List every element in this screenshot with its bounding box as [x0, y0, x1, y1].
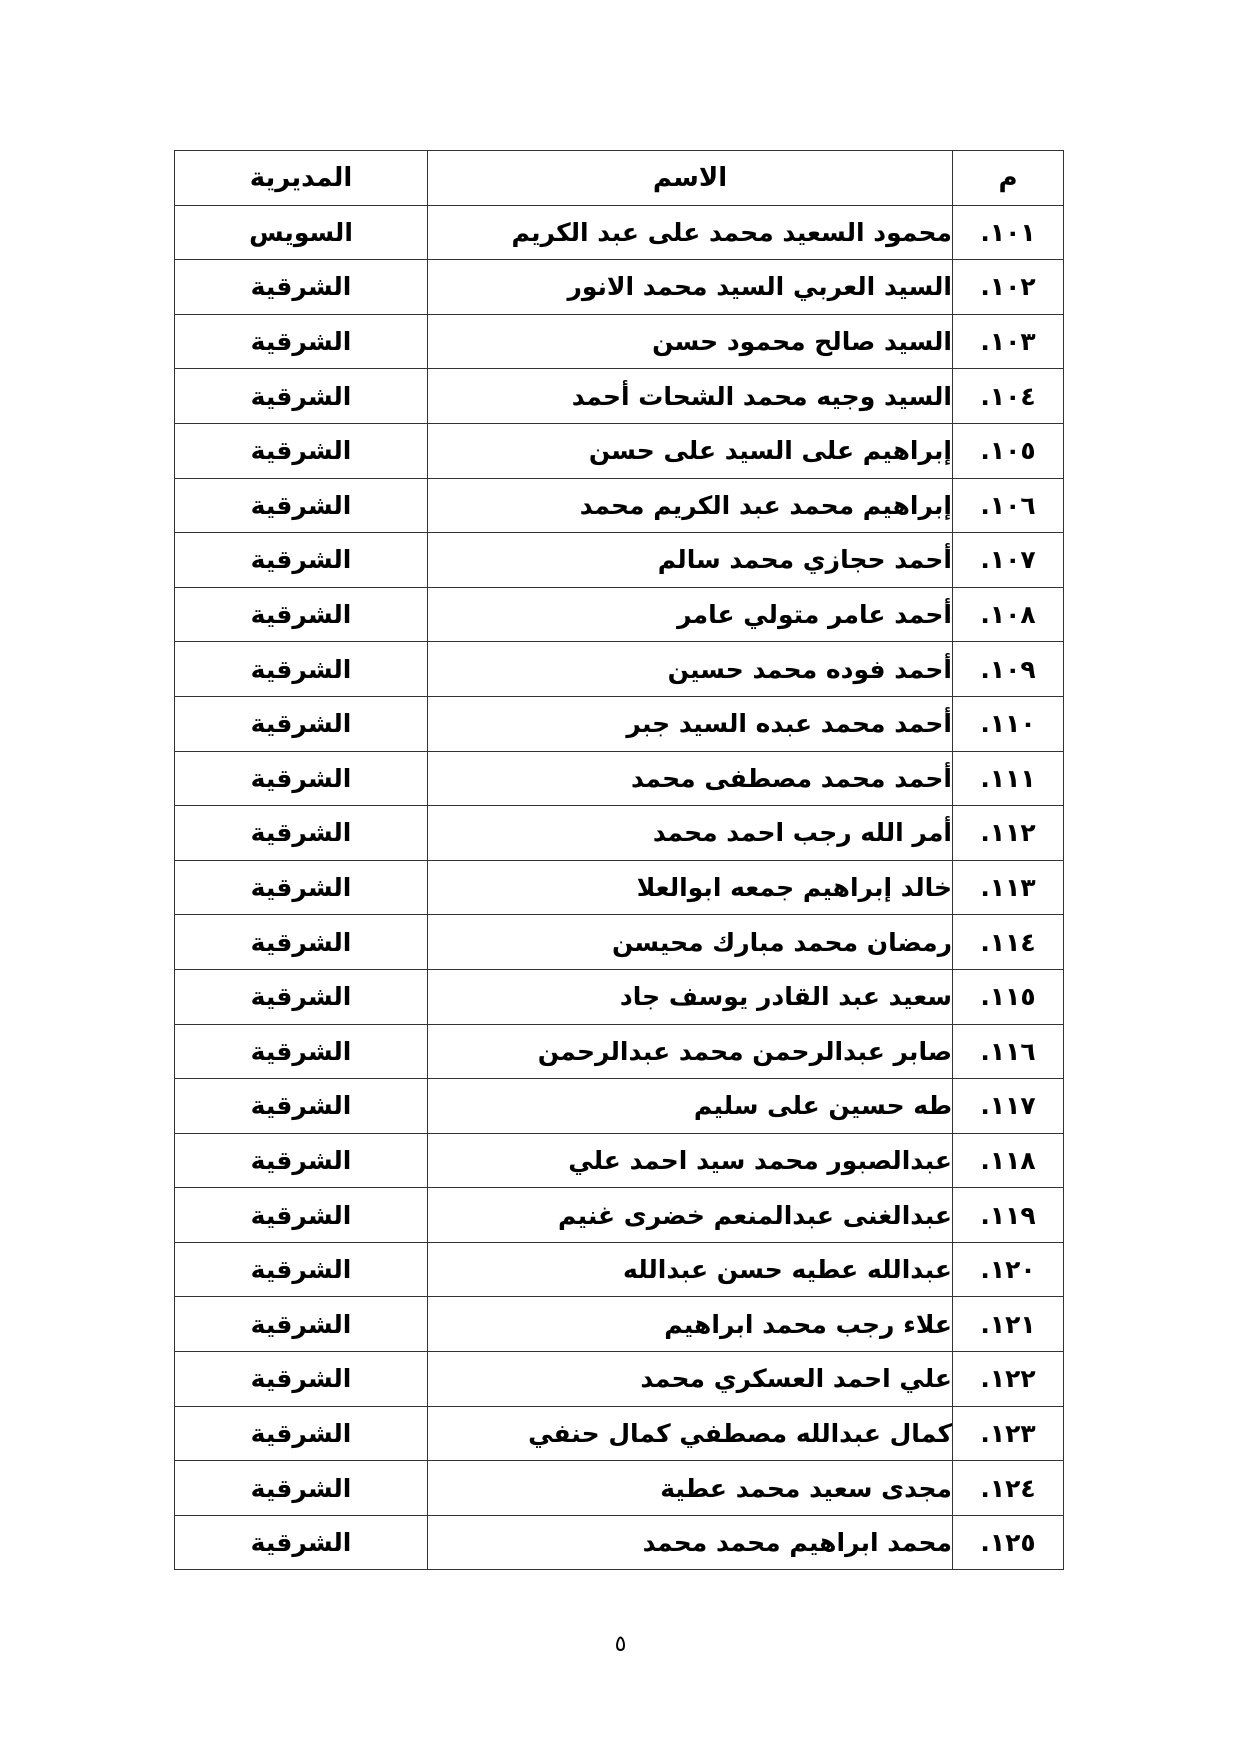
row-number: ١١٢.: [953, 806, 1064, 861]
table-row: [175, 1515, 1064, 1570]
table-row: [175, 1242, 1064, 1297]
row-number: ١٠٩.: [953, 642, 1064, 697]
row-directorate: الشرقية: [175, 478, 428, 533]
table-row: [175, 1297, 1064, 1352]
row-number: ١١٠.: [953, 696, 1064, 751]
row-name: إبراهيم محمد عبد الكريم محمد: [428, 478, 953, 533]
header-directorate: المديرية: [175, 151, 428, 206]
row-name: السيد وجيه محمد الشحات أحمد: [428, 369, 953, 424]
row-number: ١٠٦.: [953, 478, 1064, 533]
row-directorate: الشرقية: [175, 860, 428, 915]
row-number: ١٢٤.: [953, 1461, 1064, 1516]
row-name: أمر الله رجب احمد محمد: [428, 806, 953, 861]
table-row: [175, 751, 1064, 806]
table-row: [175, 369, 1064, 424]
row-name: مجدى سعيد محمد عطية: [428, 1461, 953, 1516]
row-directorate: الشرقية: [175, 533, 428, 588]
row-number: ١١٦.: [953, 1024, 1064, 1079]
table-row: [175, 642, 1064, 697]
row-number: ١١٨.: [953, 1133, 1064, 1188]
table-row: [175, 806, 1064, 861]
row-directorate: الشرقية: [175, 1352, 428, 1407]
row-directorate: الشرقية: [175, 260, 428, 315]
table-body: [175, 205, 1064, 1570]
table-row: [175, 314, 1064, 369]
row-directorate: الشرقية: [175, 1515, 428, 1570]
row-number: ١١٣.: [953, 860, 1064, 915]
table-row: [175, 205, 1064, 260]
table-row: [175, 587, 1064, 642]
row-number: ١٢١.: [953, 1297, 1064, 1352]
row-number: ١٠٤.: [953, 369, 1064, 424]
row-name: صابر عبدالرحمن محمد عبدالرحمن: [428, 1024, 953, 1079]
row-directorate: الشرقية: [175, 915, 428, 970]
table-row: [175, 533, 1064, 588]
header-num: م: [953, 151, 1064, 206]
table-row: [175, 260, 1064, 315]
table-row: [175, 1133, 1064, 1188]
row-name: السيد صالح محمود حسن: [428, 314, 953, 369]
row-number: ١٠١.: [953, 205, 1064, 260]
row-name: أحمد حجازي محمد سالم: [428, 533, 953, 588]
page-number: ٥: [614, 1632, 627, 1657]
table-row: [175, 1188, 1064, 1243]
row-name: طه حسين على سليم: [428, 1079, 953, 1134]
row-directorate: الشرقية: [175, 1133, 428, 1188]
table-row: [175, 1406, 1064, 1461]
row-name: أحمد محمد عبده السيد جبر: [428, 696, 953, 751]
row-name: محمود السعيد محمد على عبد الكريم: [428, 205, 953, 260]
row-name: أحمد محمد مصطفى محمد: [428, 751, 953, 806]
row-directorate: الشرقية: [175, 1188, 428, 1243]
row-directorate: الشرقية: [175, 1079, 428, 1134]
row-directorate: الشرقية: [175, 423, 428, 478]
row-number: ١٠٣.: [953, 314, 1064, 369]
table-row: [175, 860, 1064, 915]
row-name: السيد العربي السيد محمد الانور: [428, 260, 953, 315]
row-number: ١٠٢.: [953, 260, 1064, 315]
row-number: ١٢٠.: [953, 1242, 1064, 1297]
row-number: ١١٧.: [953, 1079, 1064, 1134]
row-name: أحمد فوده محمد حسين: [428, 642, 953, 697]
row-directorate: الشرقية: [175, 1242, 428, 1297]
row-directorate: الشرقية: [175, 696, 428, 751]
row-name: علي احمد العسكري محمد: [428, 1352, 953, 1407]
row-directorate: الشرقية: [175, 806, 428, 861]
row-name: عبدالغنى عبدالمنعم خضرى غنيم: [428, 1188, 953, 1243]
row-directorate: السويس: [175, 205, 428, 260]
table-row: [175, 915, 1064, 970]
row-directorate: الشرقية: [175, 969, 428, 1024]
row-number: ١٠٧.: [953, 533, 1064, 588]
row-name: محمد ابراهيم محمد محمد: [428, 1515, 953, 1570]
table-row: [175, 478, 1064, 533]
table-row: [175, 1024, 1064, 1079]
row-number: ١٢٥.: [953, 1515, 1064, 1570]
roster-table: [174, 150, 1064, 1570]
row-directorate: الشرقية: [175, 1297, 428, 1352]
row-number: ١٢٢.: [953, 1352, 1064, 1407]
row-name: كمال عبدالله مصطفي كمال حنفي: [428, 1406, 953, 1461]
row-name: عبدالله عطيه حسن عبدالله: [428, 1242, 953, 1297]
row-number: ١٠٥.: [953, 423, 1064, 478]
row-directorate: الشرقية: [175, 1024, 428, 1079]
row-directorate: الشرقية: [175, 314, 428, 369]
table-row: [175, 1352, 1064, 1407]
row-number: ١٠٨.: [953, 587, 1064, 642]
row-number: ١١٥.: [953, 969, 1064, 1024]
row-directorate: الشرقية: [175, 587, 428, 642]
row-name: سعيد عبد القادر يوسف جاد: [428, 969, 953, 1024]
row-directorate: الشرقية: [175, 642, 428, 697]
table-row: [175, 696, 1064, 751]
row-directorate: الشرقية: [175, 1406, 428, 1461]
row-name: علاء رجب محمد ابراهيم: [428, 1297, 953, 1352]
row-name: إبراهيم على السيد على حسن: [428, 423, 953, 478]
row-name: أحمد عامر متولي عامر: [428, 587, 953, 642]
row-name: رمضان محمد مبارك محيسن: [428, 915, 953, 970]
table-row: [175, 1461, 1064, 1516]
table-row: [175, 423, 1064, 478]
row-name: عبدالصبور محمد سيد احمد علي: [428, 1133, 953, 1188]
header-name: الاسم: [428, 151, 953, 206]
row-directorate: الشرقية: [175, 1461, 428, 1516]
row-number: ١١٩.: [953, 1188, 1064, 1243]
row-directorate: الشرقية: [175, 369, 428, 424]
row-directorate: الشرقية: [175, 751, 428, 806]
row-name: خالد إبراهيم جمعه ابوالعلا: [428, 860, 953, 915]
row-number: ١١٤.: [953, 915, 1064, 970]
row-number: ١١١.: [953, 751, 1064, 806]
table-header-row: [175, 151, 1064, 206]
table-row: [175, 1079, 1064, 1134]
row-number: ١٢٣.: [953, 1406, 1064, 1461]
table-row: [175, 969, 1064, 1024]
